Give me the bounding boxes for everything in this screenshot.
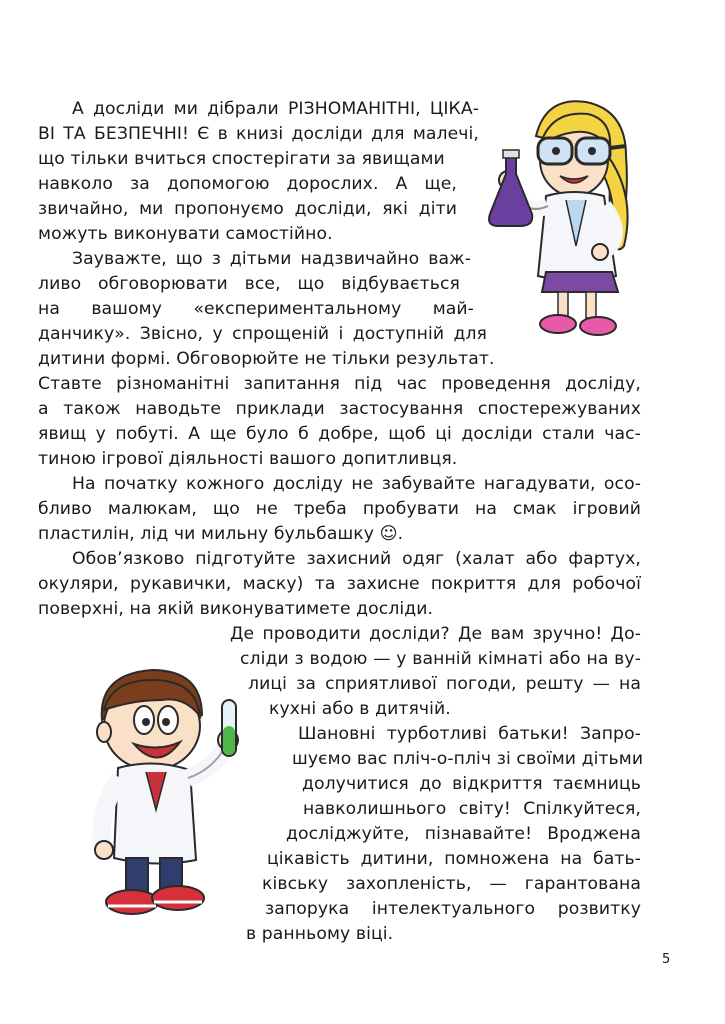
text-line: Ставте різноманітні запитання під час проведення досліду,	[38, 374, 641, 394]
text-line: можуть виконувати самостійно.	[38, 224, 333, 244]
text-line: навколишнього світу! Спілкуйтеся,	[303, 799, 641, 819]
text-line: сліди з водою — у ванній кімнаті або на ву-	[240, 649, 641, 669]
text-line: досліджуйте, пізнавайте! Вроджена	[286, 824, 641, 844]
text-line: Де проводити досліди? Де вам зручно! До-	[230, 624, 641, 644]
text-line: ВІ ТА БЕЗПЕЧНІ! Є в книзі досліди для малечі,	[38, 124, 479, 144]
text-line: дитини формі. Обговорюйте не тільки результат.	[38, 349, 495, 369]
text-line: ливо обговорювати все, що відбувається	[38, 274, 460, 294]
text-line: окуляри, рукавички, маску) та захисне покриття для робочої	[38, 574, 641, 594]
text-line: на вашому «експериментальному май-	[38, 299, 474, 319]
text-line: в ранньому віці.	[246, 924, 394, 944]
text-line: Обов’язково підготуйте захисний одяг (халат або фартух,	[72, 549, 641, 569]
text-line: Зауважте, що з дітьми надзвичайно важ-	[72, 249, 471, 269]
text-line: явищ у побуті. А ще було б добре, щоб ці досліди стали час-	[38, 424, 641, 444]
text-line: Шановні турботливі батьки! Запро-	[298, 724, 641, 744]
text-line: долучитися до відкриття таємниць	[302, 774, 641, 794]
text-line: данчику». Звісно, у спрощеній і доступній для	[38, 324, 487, 344]
text-line: поверхні, на якій виконуватимете досліди.	[38, 599, 434, 619]
text-line: шуємо вас пліч-о-пліч зі своїми дітьми	[292, 749, 644, 769]
text-line: ківську захопленість, — гарантована	[262, 874, 641, 894]
text-line: кухні або в дитячій.	[269, 699, 451, 719]
text-line: пластилін, лід чи мильну бульбашку ☺.	[38, 524, 404, 544]
text-line: запорука інтелектуального розвитку	[265, 899, 641, 919]
page-number: 5	[662, 952, 671, 967]
text-line: лиці за сприятливої погоди, решту — на	[248, 674, 641, 694]
boy-scientist-illustration	[62, 660, 262, 922]
text-line: звичайно, ми пропонуємо досліди, які діти	[38, 199, 457, 219]
text-line: цікавість дитини, помножена на бать-	[267, 849, 641, 869]
text-line: А досліди ми дібрали РІЗНОМАНІТНІ, ЦІКА-	[72, 99, 479, 119]
girl-scientist-illustration	[486, 96, 646, 346]
text-line: що тільки вчиться спостерігати за явищами	[38, 149, 445, 169]
text-line: тиною ігрової діяльності вашого допитливця.	[38, 449, 458, 469]
text-line: а також наводьте приклади застосування спостережуваних	[38, 399, 641, 419]
text-line: навколо за допомогою дорослих. А ще,	[38, 174, 457, 194]
text-line: На початку кожного досліду не забувайте нагадувати, осо-	[72, 474, 641, 494]
text-line: бливо малюкам, що не треба пробувати на смак ігровий	[38, 499, 641, 519]
